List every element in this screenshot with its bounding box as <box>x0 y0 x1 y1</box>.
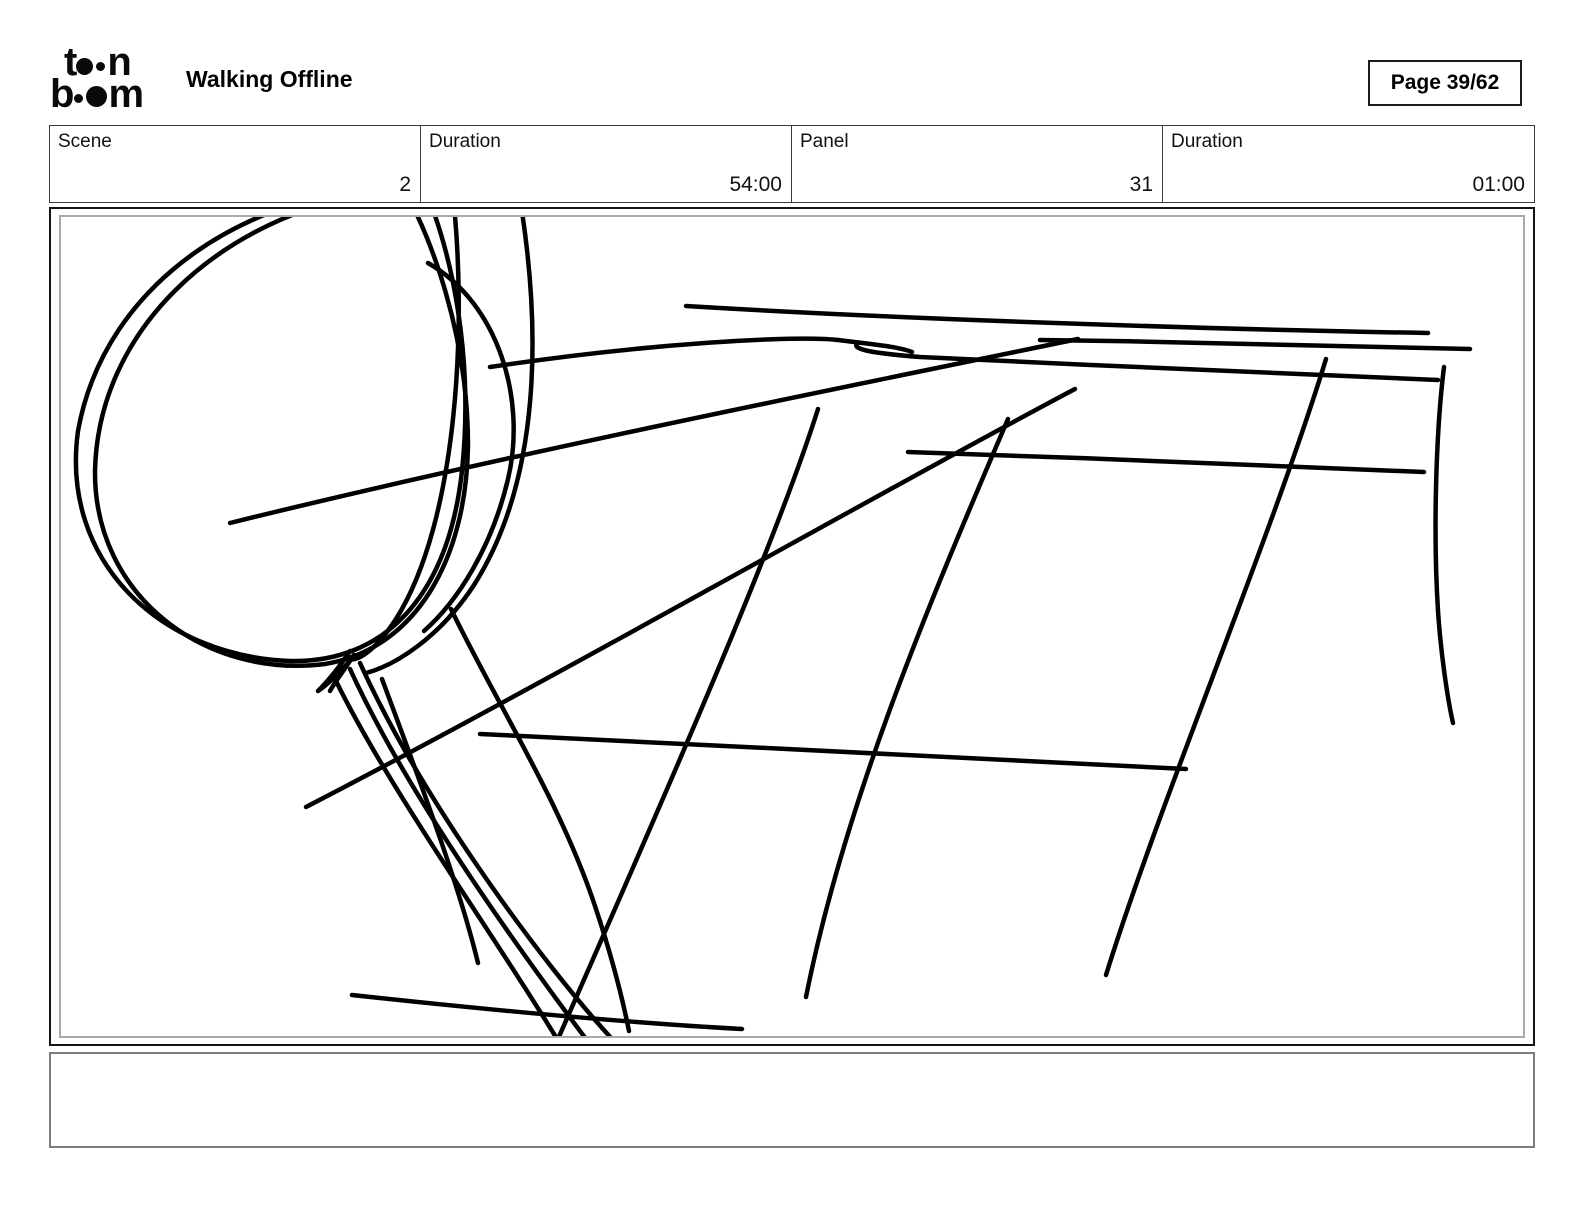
sketch-stroke-cross-line-2 <box>480 734 1186 769</box>
scene-label: Scene <box>58 131 112 152</box>
page-number-label: Page 39/62 <box>1390 71 1500 94</box>
scene-cell <box>50 126 421 202</box>
sketch-stroke-circle-outer-loop <box>76 217 465 661</box>
logo-row-2 <box>50 72 190 116</box>
sketch-stroke-grid-vertical-2 <box>1106 359 1326 975</box>
logo-letter-n: n <box>107 40 130 84</box>
sketch-stroke-long-diagonal-1 <box>230 339 1078 523</box>
sketch-stroke-leg-long <box>451 609 629 1031</box>
sketch-svg <box>61 217 1523 1038</box>
sketch-stroke-horizon-line-2 <box>490 339 912 367</box>
sketch-stroke-grid-vertical-1 <box>806 419 1008 997</box>
scene-value: 2 <box>399 173 411 196</box>
panel-cell <box>792 126 1163 202</box>
sketch-stroke-circle-inner-loop <box>95 217 468 666</box>
panel-duration-label: Duration <box>1171 131 1243 152</box>
sketch-stroke-horizon-line-1 <box>686 306 1428 333</box>
logo-dot-small <box>74 94 83 103</box>
sketch-stroke-steep-fan-line <box>558 409 818 1038</box>
panel-duration-value: 01:00 <box>1472 173 1525 196</box>
scene-duration-value: 54:00 <box>729 173 782 196</box>
scene-duration-cell <box>421 126 792 202</box>
panel-duration-cell <box>1163 126 1534 202</box>
logo-letter-b: b <box>50 72 73 116</box>
storyboard-panel-safe-frame <box>59 215 1525 1038</box>
logo-dot-large <box>76 58 93 75</box>
panel-value: 31 <box>1129 173 1153 196</box>
logo-dot-large <box>86 86 107 107</box>
logo-letter-m: m <box>108 72 143 116</box>
page-number-box <box>1368 60 1522 106</box>
info-row <box>49 125 1535 203</box>
storyboard-panel-frame <box>49 207 1535 1046</box>
logo-dot-small <box>96 62 105 71</box>
scene-duration-label: Duration <box>429 131 501 152</box>
sketch-stroke-right-edge-curve <box>1436 367 1453 723</box>
project-title: Walking Offline <box>186 66 353 92</box>
toonboom-logo <box>50 40 190 116</box>
caption-box <box>49 1052 1535 1148</box>
logo-letter-t: t <box>64 40 76 84</box>
panel-label: Panel <box>800 131 849 152</box>
sketch-stroke-horizon-line-3 <box>1040 340 1470 349</box>
